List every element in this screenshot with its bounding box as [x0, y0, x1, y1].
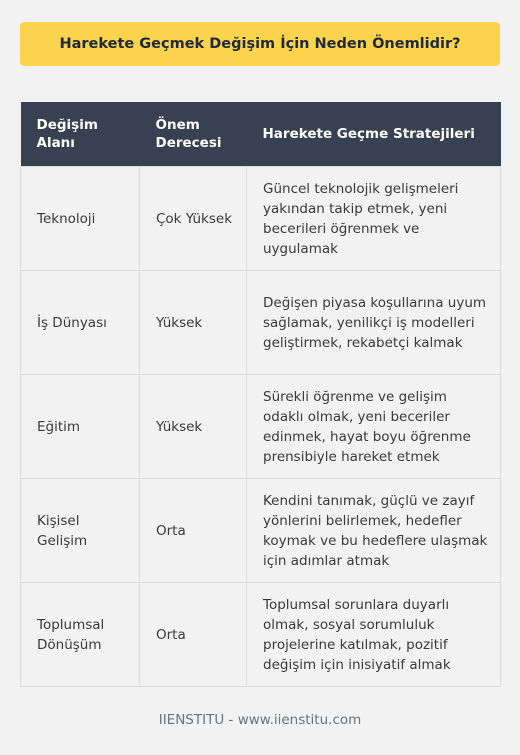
header-area: Değişim Alanı — [21, 102, 140, 167]
table-row — [21, 583, 501, 687]
page-title: Harekete Geçmek Değişim İçin Neden Önemlidir? — [20, 22, 500, 66]
cell-strategy: Toplumsal sorunlara duyarlı olmak, sosyal sorumluluk projelerine katılmak, pozitif değişim için inisiyatif almak — [247, 583, 501, 687]
cell-importance: Yüksek — [140, 375, 247, 479]
cell-area: İş Dünyası — [21, 271, 140, 375]
cell-importance: Yüksek — [140, 271, 247, 375]
table-row — [21, 479, 501, 583]
cell-area: Toplumsal Dönüşüm — [21, 583, 140, 687]
cell-area: Kişisel Gelişim — [21, 479, 140, 583]
cell-area: Eğitim — [21, 375, 140, 479]
cell-importance: Orta — [140, 479, 247, 583]
header-strategy: Harekete Geçme Stratejileri — [247, 102, 501, 167]
footer-credit: IIENSTITU - www.iienstitu.com — [158, 712, 362, 728]
table-row — [21, 167, 501, 271]
cell-area: Teknoloji — [21, 167, 140, 271]
cell-importance: Çok Yüksek — [140, 167, 247, 271]
cell-strategy: Değişen piyasa koşullarına uyum sağlamak, yenilikçi iş modelleri geliştirmek, rekabetçi kalmak — [247, 271, 501, 375]
cell-importance: Orta — [140, 583, 247, 687]
cell-strategy: Güncel teknolojik gelişmeleri yakından takip etmek, yeni becerileri öğrenmek ve uygulamak — [247, 167, 501, 271]
header-importance: Önem Derecesi — [140, 102, 247, 167]
table-header-row — [21, 102, 501, 167]
strategy-table — [20, 102, 501, 687]
table-row — [21, 271, 501, 375]
table-row — [21, 375, 501, 479]
cell-strategy: Kendini tanımak, güçlü ve zayıf yönlerini belirlemek, hedefler koymak ve bu hedeflere ulaşmak için adımlar atmak — [247, 479, 501, 583]
cell-strategy: Sürekli öğrenme ve gelişim odaklı olmak, yeni beceriler edinmek, hayat boyu öğrenme prensibiyle hareket etmek — [247, 375, 501, 479]
